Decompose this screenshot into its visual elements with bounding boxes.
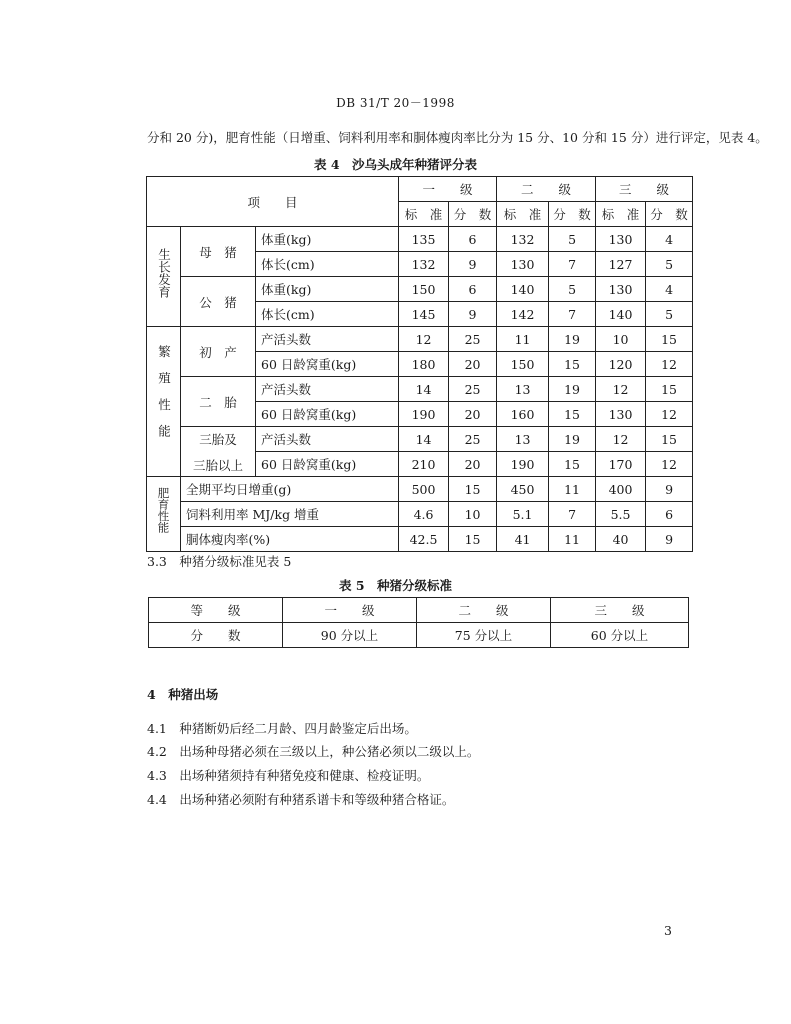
- row-label: 体长(cm): [256, 252, 399, 277]
- cell: 一 级: [283, 598, 417, 623]
- cell: 二 级: [417, 598, 551, 623]
- cell: 7: [549, 502, 596, 527]
- cell: 15: [549, 402, 596, 427]
- std-header: 标 准: [497, 202, 549, 227]
- cell: 450: [497, 477, 549, 502]
- table-row: [149, 598, 689, 623]
- cell: 150: [497, 352, 549, 377]
- cell: 12: [596, 377, 646, 402]
- grade3-header: 三 级: [596, 177, 693, 202]
- cell: 19: [549, 377, 596, 402]
- cell: 170: [596, 452, 646, 477]
- cell: 6: [646, 502, 693, 527]
- cell: 5: [646, 252, 693, 277]
- cell: 15: [449, 477, 497, 502]
- row-label: 胴体瘦肉率(%): [181, 527, 399, 552]
- cell: 三 级: [551, 598, 689, 623]
- grading-table: [148, 597, 689, 648]
- cell: 20: [449, 452, 497, 477]
- std-header: 标 准: [596, 202, 646, 227]
- group-growth: 生长发育: [147, 227, 181, 327]
- cell: 142: [497, 302, 549, 327]
- cell: 140: [596, 302, 646, 327]
- cell: 15: [646, 327, 693, 352]
- cell: 7: [549, 252, 596, 277]
- cell: 42.5: [399, 527, 449, 552]
- subgroup-third-line1: 三胎及: [199, 431, 237, 447]
- row-label: 产活头数: [256, 327, 399, 352]
- row-label: 体重(kg): [256, 227, 399, 252]
- cell: 10: [449, 502, 497, 527]
- cell: 15: [449, 527, 497, 552]
- grade2-header: 二 级: [497, 177, 596, 202]
- row-label: 全期平均日增重(g): [181, 477, 399, 502]
- cell: 15: [646, 427, 693, 452]
- cell: 120: [596, 352, 646, 377]
- cell: 14: [399, 427, 449, 452]
- cell: 10: [596, 327, 646, 352]
- cell: 145: [399, 302, 449, 327]
- cell: 135: [399, 227, 449, 252]
- cell: 12: [646, 402, 693, 427]
- cell: 12: [596, 427, 646, 452]
- intro-paragraph: 分和 20 分)，肥育性能（日增重、饲料利用率和胴体瘦肉率比分为 15 分、10 分和 15 分）进行评定，见表 4。: [147, 130, 768, 145]
- cell: 130: [497, 252, 549, 277]
- cell: 130: [596, 227, 646, 252]
- cell: 41: [497, 527, 549, 552]
- subgroup-boar: 公 猪: [181, 277, 256, 327]
- cell: 132: [497, 227, 549, 252]
- row-label: 饲料利用率 MJ/kg 增重: [181, 502, 399, 527]
- scoring-table: [146, 176, 693, 552]
- score-header: 分 数: [646, 202, 693, 227]
- cell: 15: [549, 452, 596, 477]
- cell: 60 分以上: [551, 623, 689, 648]
- cell: 4.6: [399, 502, 449, 527]
- subgroup-sow: 母 猪: [181, 227, 256, 277]
- cell: 5: [549, 277, 596, 302]
- cell: 190: [497, 452, 549, 477]
- table4-item-header: 项 目: [147, 177, 399, 227]
- cell: 6: [449, 277, 497, 302]
- table-row: [149, 623, 689, 648]
- score-header: 分 数: [549, 202, 596, 227]
- row-label: 60 日龄窝重(kg): [256, 402, 399, 427]
- cell: 11: [497, 327, 549, 352]
- table5-caption: 表 5 种猪分级标准: [338, 578, 453, 593]
- std-header: 标 准: [399, 202, 449, 227]
- cell: 40: [596, 527, 646, 552]
- cell: 20: [449, 402, 497, 427]
- cell: 130: [596, 277, 646, 302]
- row-label: 60 日龄窝重(kg): [256, 452, 399, 477]
- section-4-3: 4.3 出场种猪须持有种猪免疫和健康、检疫证明。: [147, 768, 430, 783]
- cell: 14: [399, 377, 449, 402]
- cell: 15: [646, 377, 693, 402]
- group-fatten: 肥育性能: [147, 477, 181, 552]
- cell: 12: [646, 452, 693, 477]
- cell: 19: [549, 427, 596, 452]
- subgroup-first-litter: 初 产: [181, 327, 256, 377]
- cell: 13: [497, 427, 549, 452]
- table-row: [147, 227, 693, 252]
- cell: 11: [549, 527, 596, 552]
- cell: 400: [596, 477, 646, 502]
- cell: 25: [449, 327, 497, 352]
- cell: 12: [646, 352, 693, 377]
- cell: 6: [449, 227, 497, 252]
- cell: 5.1: [497, 502, 549, 527]
- cell: 4: [646, 277, 693, 302]
- cell: 15: [549, 352, 596, 377]
- grade1-header: 一 级: [399, 177, 497, 202]
- table-row: [147, 377, 693, 402]
- cell: 19: [549, 327, 596, 352]
- cell: 9: [449, 302, 497, 327]
- table-row: [147, 477, 693, 502]
- cell: 90 分以上: [283, 623, 417, 648]
- subgroup-third-line2: 三胎以上: [192, 457, 243, 473]
- row-label: 体重(kg): [256, 277, 399, 302]
- cell: 12: [399, 327, 449, 352]
- cell: 132: [399, 252, 449, 277]
- document-header-code: DB 31/T 20－1998: [336, 96, 455, 110]
- cell: 500: [399, 477, 449, 502]
- cell: 4: [646, 227, 693, 252]
- table-row: [147, 277, 693, 302]
- score-header: 分 数: [449, 202, 497, 227]
- table-row: [147, 327, 693, 352]
- cell: 9: [646, 477, 693, 502]
- cell: 190: [399, 402, 449, 427]
- cell: 7: [549, 302, 596, 327]
- cell: 25: [449, 427, 497, 452]
- section-4-4: 4.4 出场种猪必须附有种猪系谱卡和等级种猪合格证。: [147, 792, 455, 807]
- row-label: 60 日龄窝重(kg): [256, 352, 399, 377]
- table-row: [147, 527, 693, 552]
- page-number: 3: [664, 923, 672, 938]
- cell: 20: [449, 352, 497, 377]
- cell: 160: [497, 402, 549, 427]
- section-4-2: 4.2 出场种母猪必须在三级以上，种公猪必须以二级以上。: [147, 744, 480, 759]
- cell: 5: [646, 302, 693, 327]
- row-label: 产活头数: [256, 377, 399, 402]
- section-4-1: 4.1 种猪断奶后经二月龄、四月龄鉴定后出场。: [147, 721, 417, 736]
- cell: 25: [449, 377, 497, 402]
- cell: 5: [549, 227, 596, 252]
- group-repro: 繁殖性能: [147, 327, 181, 477]
- cell: 127: [596, 252, 646, 277]
- cell: 75 分以上: [417, 623, 551, 648]
- table4-caption: 表 4 沙乌头成年种猪评分表: [313, 157, 478, 172]
- cell: 9: [646, 527, 693, 552]
- cell: 9: [449, 252, 497, 277]
- table-row: [147, 427, 693, 452]
- cell: 11: [549, 477, 596, 502]
- section-3-3: 3.3 种猪分级标准见表 5: [147, 554, 292, 569]
- cell: 等 级: [149, 598, 283, 623]
- subgroup-second-litter: 二 胎: [181, 377, 256, 427]
- cell: 180: [399, 352, 449, 377]
- subgroup-third-litter: [181, 427, 256, 477]
- cell: 13: [497, 377, 549, 402]
- cell: 210: [399, 452, 449, 477]
- cell: 5.5: [596, 502, 646, 527]
- row-label: 产活头数: [256, 427, 399, 452]
- table-row: [147, 502, 693, 527]
- cell: 130: [596, 402, 646, 427]
- cell: 分 数: [149, 623, 283, 648]
- row-label: 体长(cm): [256, 302, 399, 327]
- cell: 150: [399, 277, 449, 302]
- section-4-title: 4 种猪出场: [147, 687, 219, 702]
- cell: 140: [497, 277, 549, 302]
